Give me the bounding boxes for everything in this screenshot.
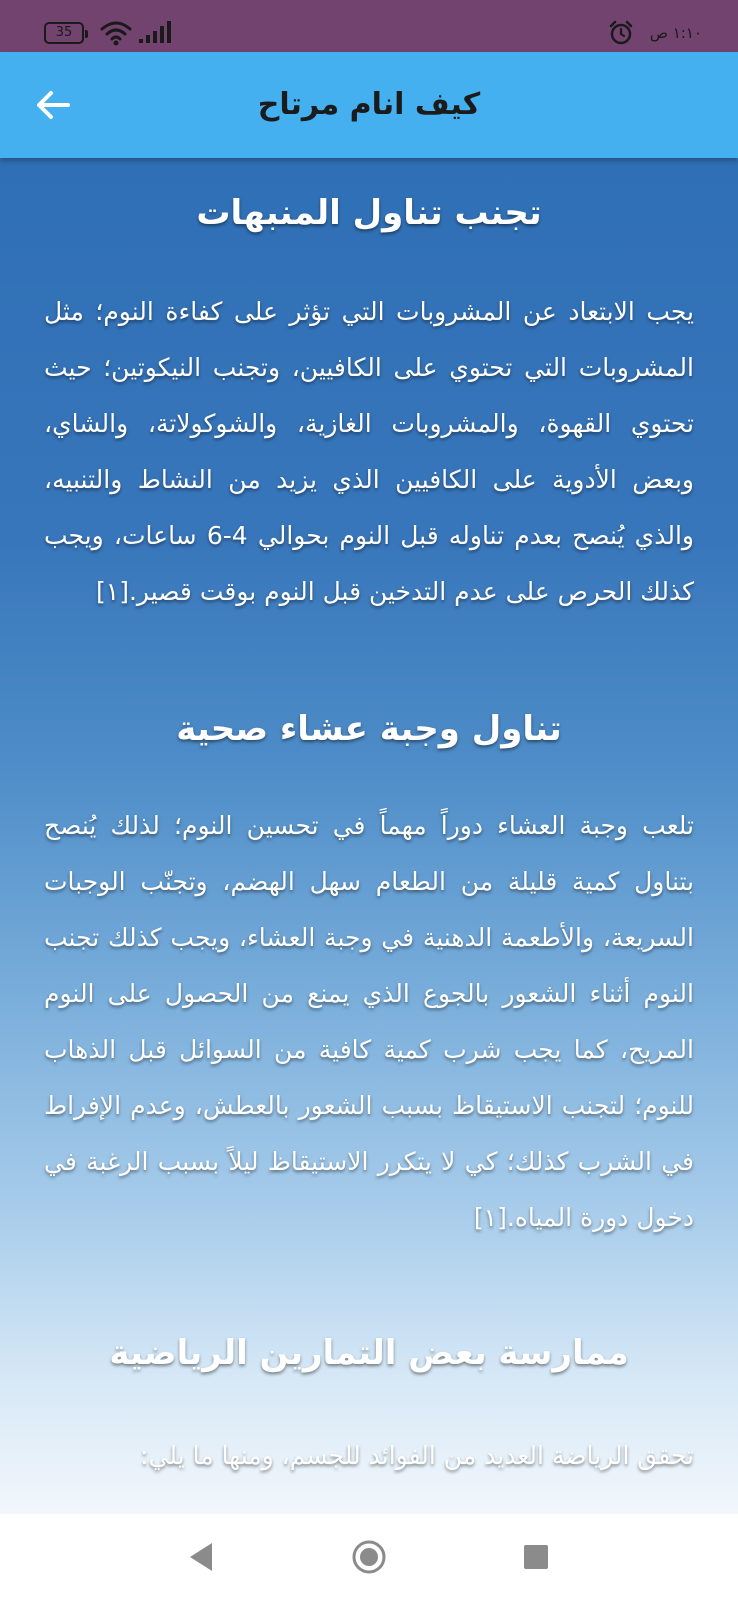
signal-icon [138, 20, 174, 44]
status-time: ١:١٠ ص [649, 24, 702, 42]
battery-icon [44, 22, 84, 44]
section-heading: تناول وجبة عشاء صحية [176, 709, 562, 749]
nav-back-icon[interactable] [186, 1540, 216, 1574]
article-content[interactable] [0, 158, 738, 1514]
status-bar [0, 0, 738, 52]
app-bar [0, 52, 738, 158]
section-body: تلعب وجبة العشاء دوراً مهماً في تحسين النوم؛ لذلك يُنصح بتناول كمية قليلة من الطعام سهل الهضم، وتجنّب الوجبات السريعة، والأطعمة الدهنية في وجبة العشاء، ويجب كذلك تجنب النوم أثناء الشعور بالجوع الذي يمنع من الحصول على النوم المريح، كما يجب شرب كمية كافية من السوائل قبل الذهاب للنوم؛ لتجنب الاستيقاظ بسبب الشعور بالعطش، وعدم الإفراط في الشرب كذلك؛ كي لا يتكرر الاستيقاظ ليلاً بسبب الرغبة في دخول دورة المياه.[١] [44, 811, 694, 1232]
section-heading: ممارسة بعض التمارين الرياضية [109, 1333, 629, 1373]
alarm-icon [608, 20, 634, 46]
section-heading: تجنب تناول المنبهات [196, 193, 542, 233]
nav-home-icon[interactable] [351, 1539, 387, 1575]
back-arrow-icon[interactable] [30, 82, 76, 128]
page-title: كيف انام مرتاح [257, 87, 481, 122]
navigation-bar [0, 1514, 738, 1600]
section-body: تحقق الرياضة العديد من الفوائد للجسم، ومنها ما يلي: [140, 1441, 694, 1470]
nav-recents-icon[interactable] [524, 1545, 548, 1569]
section-body: يجب الابتعاد عن المشروبات التي تؤثر على كفاءة النوم؛ مثل المشروبات التي تحتوي على الكافيين، وتجنب النيكوتين؛ حيث تحتوي القهوة، والمشروبات الغازية، والشوكولاتة، والشاي، وبعض الأدوية على الكافيين الذي يزيد من النشاط والتنبيه، والذي يُنصح بعدم تناوله قبل النوم بحوالي 4-6 ساعات، ويجب كذلك الحرص على عدم التدخين قبل النوم بوقت قصير.[١] [44, 297, 694, 606]
wifi-icon [100, 20, 132, 46]
battery-level: 35 [55, 25, 73, 40]
